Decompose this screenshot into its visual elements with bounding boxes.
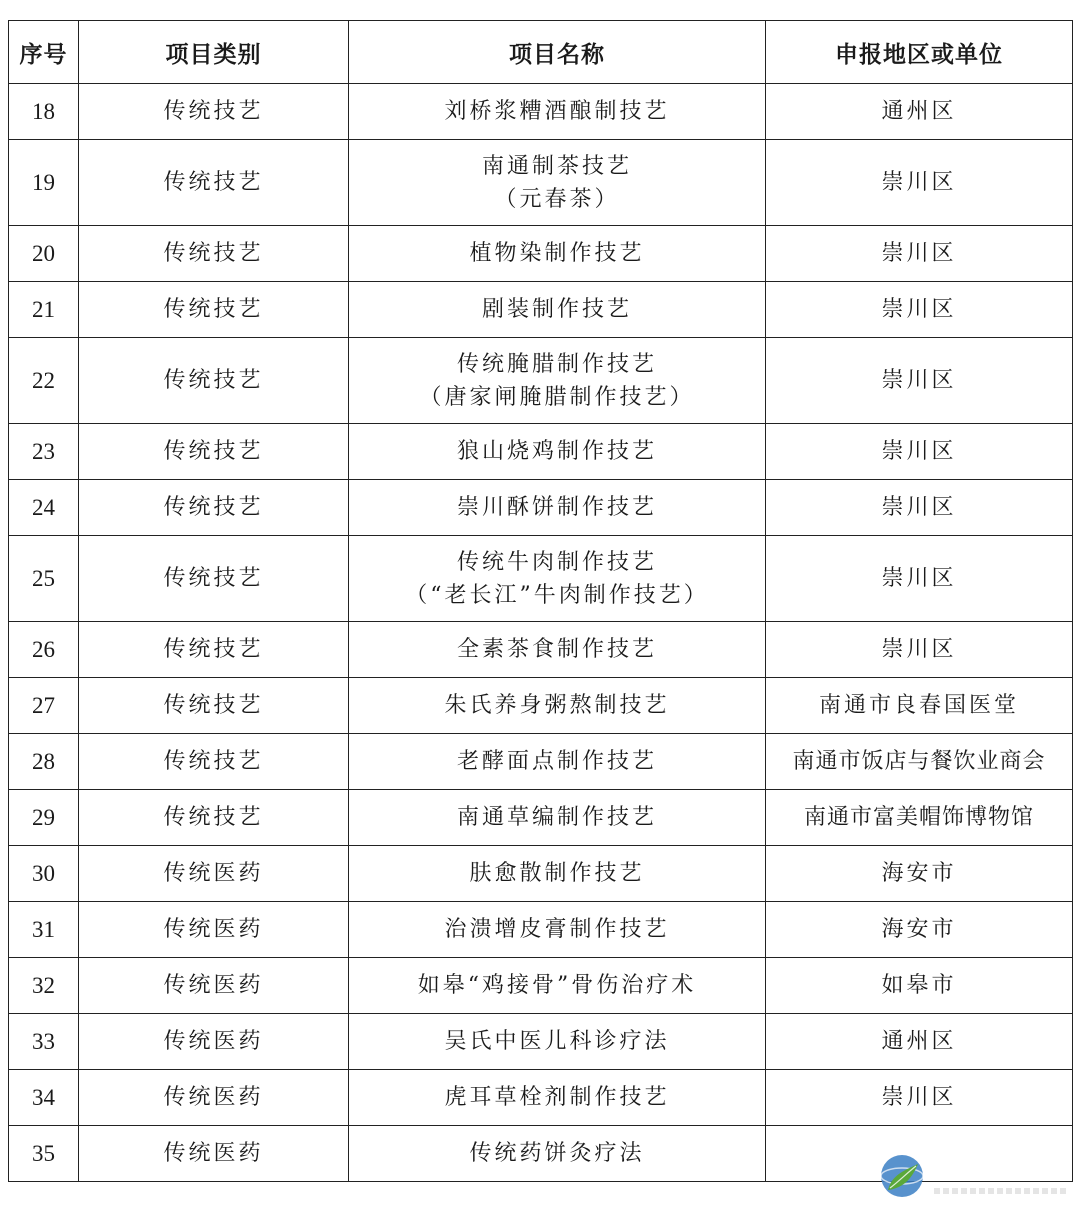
cell-category: 传统技艺 [79,678,349,734]
cell-name-line: 南通制茶技艺 [481,153,632,179]
table-row [9,140,1073,226]
cell-name-line: 吴氏中医儿科诊疗法 [444,1029,670,1054]
cell-name [349,338,766,424]
cell-region: 崇川区 [766,282,1073,338]
table-row [9,678,1073,734]
cell-seq: 21 [9,282,79,338]
cell-region: 崇川区 [766,424,1073,480]
table-row [9,480,1073,536]
cell-region: 南通市良春国医堂 [766,678,1073,734]
cell-name [349,902,766,958]
cell-name-line: 狼山烧鸡制作技艺 [456,439,657,464]
cell-name-line: 如皋“鸡接骨”骨伤治疗术 [417,973,697,998]
table-row [9,846,1073,902]
cell-region: 南通市饭店与餐饮业商会 [766,734,1073,790]
table-row [9,790,1073,846]
cell-category: 传统技艺 [79,622,349,678]
cell-seq: 20 [9,226,79,282]
cell-name [349,958,766,1014]
cell-name-line: （元春茶） [494,186,620,212]
cell-region: 崇川区 [766,1070,1073,1126]
cell-name [349,282,766,338]
cell-region: 崇川区 [766,622,1073,678]
cell-category: 传统医药 [79,1126,349,1182]
cell-seq: 27 [9,678,79,734]
table-header-row [9,21,1073,84]
cell-seq: 31 [9,902,79,958]
cell-name [349,226,766,282]
cell-seq: 25 [9,536,79,622]
cell-name [349,140,766,226]
cell-category: 传统技艺 [79,226,349,282]
cell-name-line: （“老长江”牛肉制作技艺） [405,582,709,608]
cell-name [349,424,766,480]
cell-name-line: 朱氏养身粥熬制技艺 [444,693,670,718]
cell-seq: 18 [9,84,79,140]
cell-name [349,1070,766,1126]
table-row [9,424,1073,480]
cell-region: 海安市 [766,902,1073,958]
cell-seq: 34 [9,1070,79,1126]
cell-category: 传统技艺 [79,424,349,480]
cell-name-line: 南通草编制作技艺 [456,805,657,830]
cell-name-line: 传统牛肉制作技艺 [456,549,657,575]
cell-seq: 29 [9,790,79,846]
cell-region: 崇川区 [766,480,1073,536]
cell-seq: 35 [9,1126,79,1182]
table-row [9,1070,1073,1126]
cell-region: 崇川区 [766,226,1073,282]
cell-name-line: 虎耳草栓剂制作技艺 [444,1085,670,1110]
cell-category: 传统医药 [79,902,349,958]
watermark-url-bar [934,1188,1068,1194]
cell-name-line: （唐家闸腌腊制作技艺） [419,384,695,410]
cell-category: 传统技艺 [79,480,349,536]
cell-seq: 33 [9,1014,79,1070]
globe-leaf-logo-icon [878,1152,926,1200]
cell-name [349,1014,766,1070]
cell-name [349,1126,766,1182]
site-watermark [878,1148,1074,1202]
cell-seq: 19 [9,140,79,226]
table-row [9,734,1073,790]
table-row [9,282,1073,338]
cell-category: 传统医药 [79,1014,349,1070]
heritage-project-table [8,20,1073,1182]
header-name: 项目名称 [349,21,766,84]
cell-name-line: 传统腌腊制作技艺 [456,351,657,377]
cell-category: 传统技艺 [79,140,349,226]
cell-name [349,846,766,902]
cell-region: 崇川区 [766,140,1073,226]
cell-name [349,84,766,140]
cell-region: 通州区 [766,84,1073,140]
cell-category: 传统医药 [79,1070,349,1126]
cell-name [349,622,766,678]
cell-name [349,480,766,536]
cell-name-line: 刘桥浆糟酒酿制技艺 [444,99,670,124]
table-row [9,338,1073,424]
cell-seq: 26 [9,622,79,678]
cell-name [349,734,766,790]
table-row [9,1014,1073,1070]
cell-name [349,536,766,622]
cell-category: 传统技艺 [79,790,349,846]
cell-name-line: 崇川酥饼制作技艺 [456,495,657,520]
cell-name [349,678,766,734]
cell-region: 海安市 [766,846,1073,902]
table-row [9,536,1073,622]
cell-region: 南通市富美帽饰博物馆 [766,790,1073,846]
cell-category: 传统技艺 [79,282,349,338]
cell-region: 崇川区 [766,338,1073,424]
header-category: 项目类别 [79,21,349,84]
table-row [9,226,1073,282]
header-region: 申报地区或单位 [766,21,1073,84]
cell-category: 传统医药 [79,958,349,1014]
cell-seq: 22 [9,338,79,424]
cell-name-line: 剧装制作技艺 [481,297,632,322]
table-row [9,622,1073,678]
table-row [9,84,1073,140]
cell-category: 传统医药 [79,846,349,902]
cell-name [349,790,766,846]
cell-name-line: 肤愈散制作技艺 [469,861,645,886]
table-row [9,958,1073,1014]
header-seq: 序号 [9,21,79,84]
cell-category: 传统技艺 [79,536,349,622]
heritage-project-table-container [8,20,1072,1182]
table-body [9,84,1073,1182]
cell-name-line: 传统药饼灸疗法 [469,1141,645,1166]
cell-name-line: 全素茶食制作技艺 [456,637,657,662]
table-row [9,902,1073,958]
cell-seq: 23 [9,424,79,480]
cell-region: 通州区 [766,1014,1073,1070]
cell-category: 传统技艺 [79,84,349,140]
cell-name-line: 治溃增皮膏制作技艺 [444,917,670,942]
cell-seq: 30 [9,846,79,902]
cell-category: 传统技艺 [79,338,349,424]
cell-seq: 32 [9,958,79,1014]
cell-region: 崇川区 [766,536,1073,622]
cell-name-line: 老酵面点制作技艺 [456,749,657,774]
cell-seq: 24 [9,480,79,536]
cell-category: 传统技艺 [79,734,349,790]
cell-region: 如皋市 [766,958,1073,1014]
cell-name-line: 植物染制作技艺 [469,241,645,266]
cell-seq: 28 [9,734,79,790]
